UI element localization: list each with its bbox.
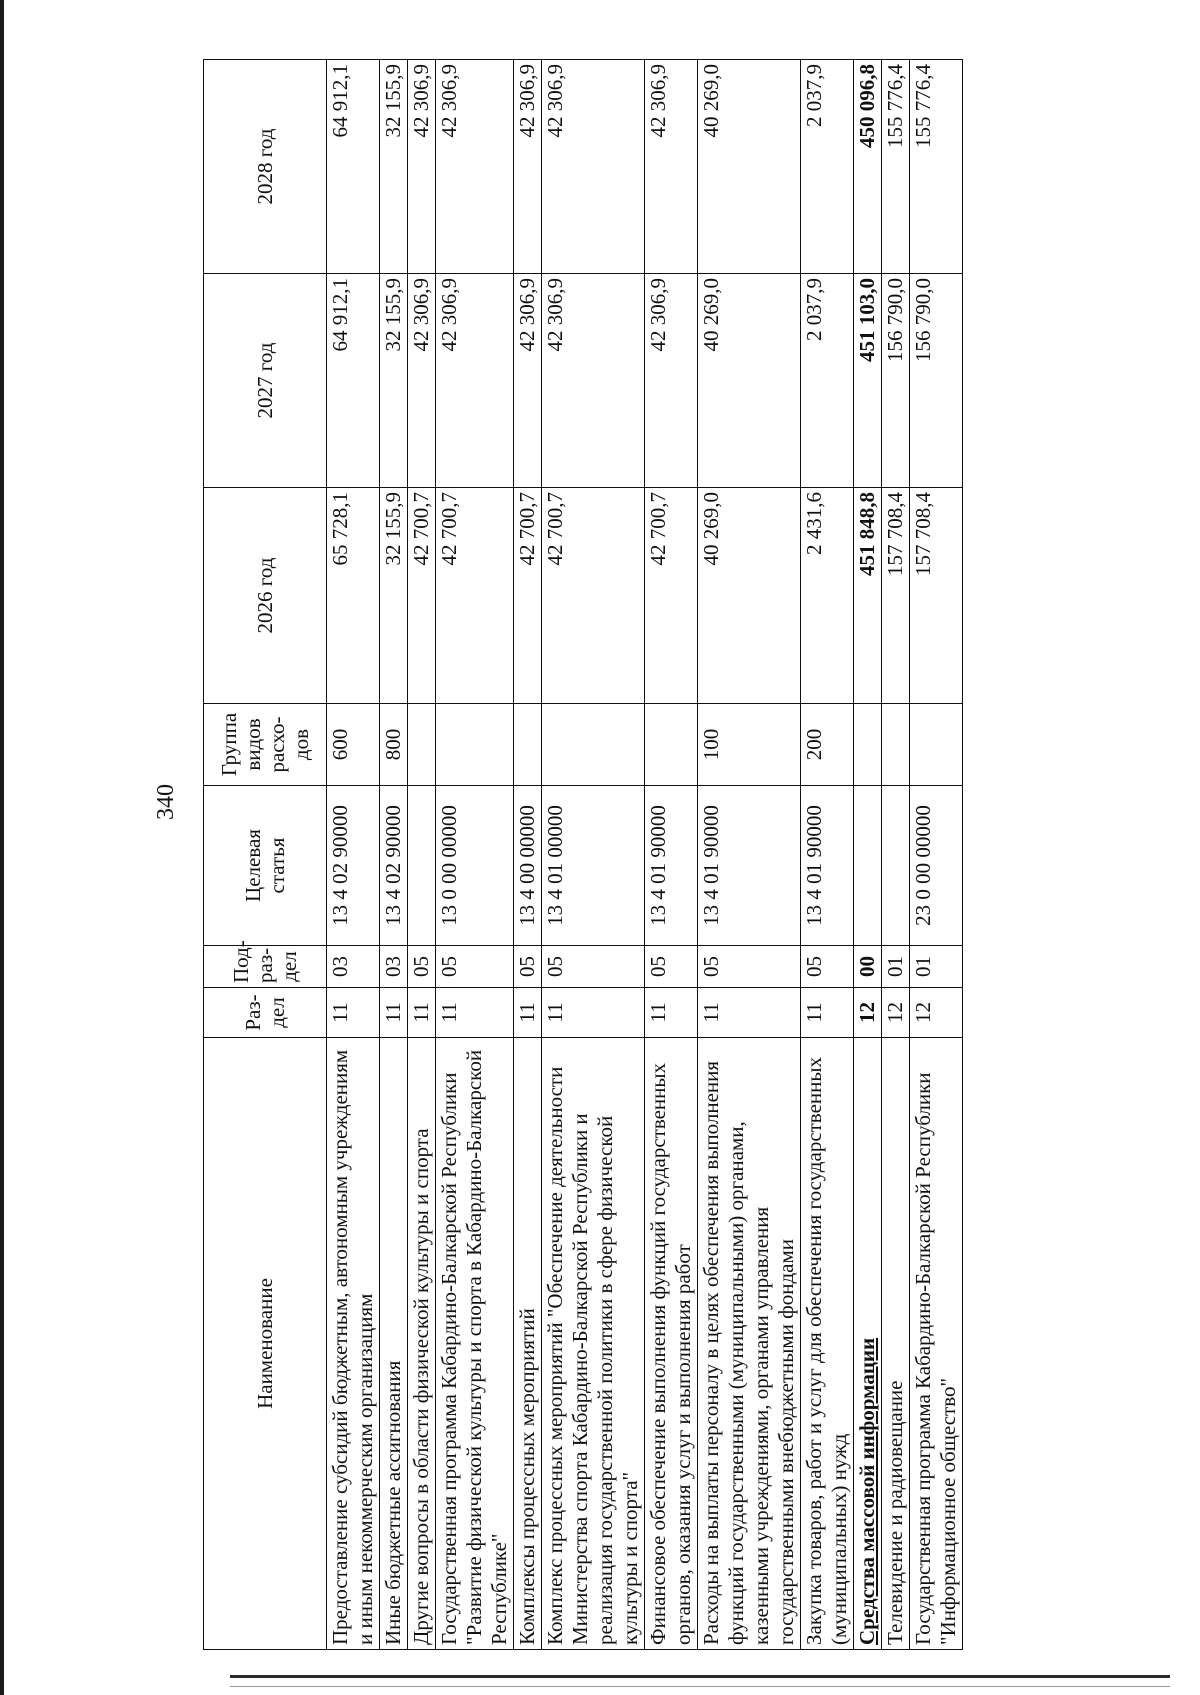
amount-2026: 157 708,4 <box>882 488 910 704</box>
amount-2028: 155 776,4 <box>910 60 963 274</box>
amount-2027: 42 306,9 <box>408 274 436 488</box>
row-name <box>408 1038 436 1650</box>
podrazdel-cell: 05 <box>801 946 854 988</box>
header-2026: 2026 год <box>204 488 327 704</box>
razdel-cell: 11 <box>327 988 380 1038</box>
table-row <box>645 60 698 1650</box>
row-name-text: Предоставление субсидий бюджетным, автономным учреждениям и иным некоммерческим организациям <box>328 1049 377 1645</box>
razdel-cell: 11 <box>698 988 801 1038</box>
podrazdel-cell: 03 <box>380 946 408 988</box>
row-name-text: Закупка товаров, работ и услуг для обеспечения государственных (муниципальных) нужд <box>802 1056 851 1645</box>
row-name <box>854 1038 882 1650</box>
bottom-rule-thin <box>230 1686 1170 1687</box>
table-row <box>801 60 854 1650</box>
amount-2027: 42 306,9 <box>645 274 698 488</box>
group-cell <box>408 704 436 786</box>
row-name <box>542 1038 645 1650</box>
amount-2027: 156 790,0 <box>910 274 963 488</box>
amount-2027: 42 306,9 <box>436 274 514 488</box>
header-2028: 2028 год <box>204 60 327 274</box>
group-cell <box>645 704 698 786</box>
amount-2028: 42 306,9 <box>514 60 542 274</box>
amount-2026: 42 700,7 <box>514 488 542 704</box>
table-row <box>436 60 514 1650</box>
row-name <box>801 1038 854 1650</box>
group-cell <box>542 704 645 786</box>
amount-2028: 32 155,9 <box>380 60 408 274</box>
table-row <box>514 60 542 1650</box>
table-row <box>380 60 408 1650</box>
header-group: Группа видов расхо- дов <box>204 704 327 786</box>
group-cell <box>514 704 542 786</box>
razdel-cell: 11 <box>436 988 514 1038</box>
row-name-text: Государственная программа Кабардино-Балкарской Республики "Информационное общество" <box>911 1072 960 1645</box>
row-name-text: Комплекс процессных мероприятий "Обеспечение деятельности Министерства спорта Кабардино-Балкарской Республики и реализация государственной политики в сфере физической культуры и спорта" <box>543 1066 642 1645</box>
table-row <box>698 60 801 1650</box>
podrazdel-cell: 01 <box>882 946 910 988</box>
group-cell <box>436 704 514 786</box>
amount-2027: 42 306,9 <box>542 274 645 488</box>
header-name: Наименование <box>204 1038 327 1650</box>
razdel-cell: 12 <box>910 988 963 1038</box>
row-name <box>882 1038 910 1650</box>
group-cell: 600 <box>327 704 380 786</box>
razdel-cell: 11 <box>514 988 542 1038</box>
amount-2027: 2 037,9 <box>801 274 854 488</box>
row-name <box>645 1038 698 1650</box>
header-podrazdel: Под- раз- дел <box>204 946 327 988</box>
amount-2027: 42 306,9 <box>514 274 542 488</box>
header-razdel: Раз- дел <box>204 988 327 1038</box>
podrazdel-cell: 01 <box>910 946 963 988</box>
podrazdel-cell: 05 <box>645 946 698 988</box>
page-number: 340 <box>153 784 179 820</box>
header-2027: 2027 год <box>204 274 327 488</box>
razdel-cell: 12 <box>854 988 882 1038</box>
amount-2028: 42 306,9 <box>436 60 514 274</box>
amount-2026: 32 155,9 <box>380 488 408 704</box>
amount-2028: 155 776,4 <box>882 60 910 274</box>
left-margin-rule <box>0 0 4 1695</box>
target-cell: 13 4 02 90000 <box>327 786 380 946</box>
group-cell <box>854 704 882 786</box>
amount-2026: 42 700,7 <box>408 488 436 704</box>
budget-table <box>203 59 963 1650</box>
table-row <box>854 60 882 1650</box>
amount-2026: 42 700,7 <box>542 488 645 704</box>
row-name-text: Комплексы процессных мероприятий <box>515 1308 539 1645</box>
amount-2028: 450 096,8 <box>854 60 882 274</box>
amount-2026: 40 269,0 <box>698 488 801 704</box>
group-cell: 200 <box>801 704 854 786</box>
podrazdel-cell: 05 <box>542 946 645 988</box>
amount-2028: 42 306,9 <box>645 60 698 274</box>
header-target: Целевая статья <box>204 786 327 946</box>
table-row <box>327 60 380 1650</box>
amount-2026: 42 700,7 <box>436 488 514 704</box>
row-name <box>514 1038 542 1650</box>
table-row <box>882 60 910 1650</box>
group-cell: 800 <box>380 704 408 786</box>
amount-2028: 64 912,1 <box>327 60 380 274</box>
razdel-cell: 11 <box>542 988 645 1038</box>
group-cell <box>882 704 910 786</box>
podrazdel-cell: 05 <box>514 946 542 988</box>
amount-2028: 2 037,9 <box>801 60 854 274</box>
podrazdel-cell: 05 <box>408 946 436 988</box>
amount-2027: 32 155,9 <box>380 274 408 488</box>
razdel-cell: 11 <box>645 988 698 1038</box>
target-cell: 13 4 01 90000 <box>645 786 698 946</box>
target-cell: 13 4 02 90000 <box>380 786 408 946</box>
amount-2028: 42 306,9 <box>408 60 436 274</box>
amount-2027: 156 790,0 <box>882 274 910 488</box>
row-name-text: Финансовое обеспечение выполнения функций государственных органов, оказания услуг и выполнения работ <box>646 1062 695 1645</box>
target-cell: 13 4 01 00000 <box>542 786 645 946</box>
podrazdel-cell: 05 <box>698 946 801 988</box>
amount-2026: 42 700,7 <box>645 488 698 704</box>
table-row <box>408 60 436 1650</box>
target-cell: 13 0 00 00000 <box>436 786 514 946</box>
amount-2026: 65 728,1 <box>327 488 380 704</box>
target-cell <box>854 786 882 946</box>
row-name-text: Расходы на выплаты персоналу в целях обеспечения выполнения функций государственными (муниципальными) органами, казенными учреждениями, органами управления государственными внебюджетными фондами <box>699 1060 798 1645</box>
target-cell: 13 4 00 00000 <box>514 786 542 946</box>
podrazdel-cell: 03 <box>327 946 380 988</box>
row-name-text: Иные бюджетные ассигнования <box>381 1360 405 1645</box>
razdel-cell: 11 <box>801 988 854 1038</box>
target-cell <box>882 786 910 946</box>
table-row <box>542 60 645 1650</box>
row-name-text: Государственная программа Кабардино-Балкарской Республики "Развитие физической культуры и спорта в Кабардино-Балкарской Республике" <box>437 1049 511 1645</box>
row-name-text: Другие вопросы в области физической культуры и спорта <box>409 1128 433 1645</box>
podrazdel-cell: 05 <box>436 946 514 988</box>
row-name <box>327 1038 380 1650</box>
row-name <box>380 1038 408 1650</box>
amount-2027: 451 103,0 <box>854 274 882 488</box>
podrazdel-cell: 00 <box>854 946 882 988</box>
row-name <box>698 1038 801 1650</box>
razdel-cell: 11 <box>380 988 408 1038</box>
amount-2028: 42 306,9 <box>542 60 645 274</box>
amount-2026: 451 848,8 <box>854 488 882 704</box>
target-cell: 13 4 01 90000 <box>801 786 854 946</box>
row-name <box>910 1038 963 1650</box>
bottom-rule <box>230 1675 1170 1678</box>
table-row <box>910 60 963 1650</box>
amount-2027: 40 269,0 <box>698 274 801 488</box>
row-name-text: Телевидение и радиовещание <box>883 1380 907 1645</box>
amount-2028: 40 269,0 <box>698 60 801 274</box>
group-cell <box>910 704 963 786</box>
target-cell <box>408 786 436 946</box>
target-cell: 23 0 00 00000 <box>910 786 963 946</box>
amount-2026: 157 708,4 <box>910 488 963 704</box>
table-header-row <box>204 60 327 1650</box>
razdel-cell: 11 <box>408 988 436 1038</box>
razdel-cell: 12 <box>882 988 910 1038</box>
target-cell: 13 4 01 90000 <box>698 786 801 946</box>
group-cell: 100 <box>698 704 801 786</box>
amount-2026: 2 431,6 <box>801 488 854 704</box>
row-name-text: Средства массовой информации <box>855 1337 879 1645</box>
row-name <box>436 1038 514 1650</box>
rotated-page <box>145 30 960 1650</box>
amount-2027: 64 912,1 <box>327 274 380 488</box>
